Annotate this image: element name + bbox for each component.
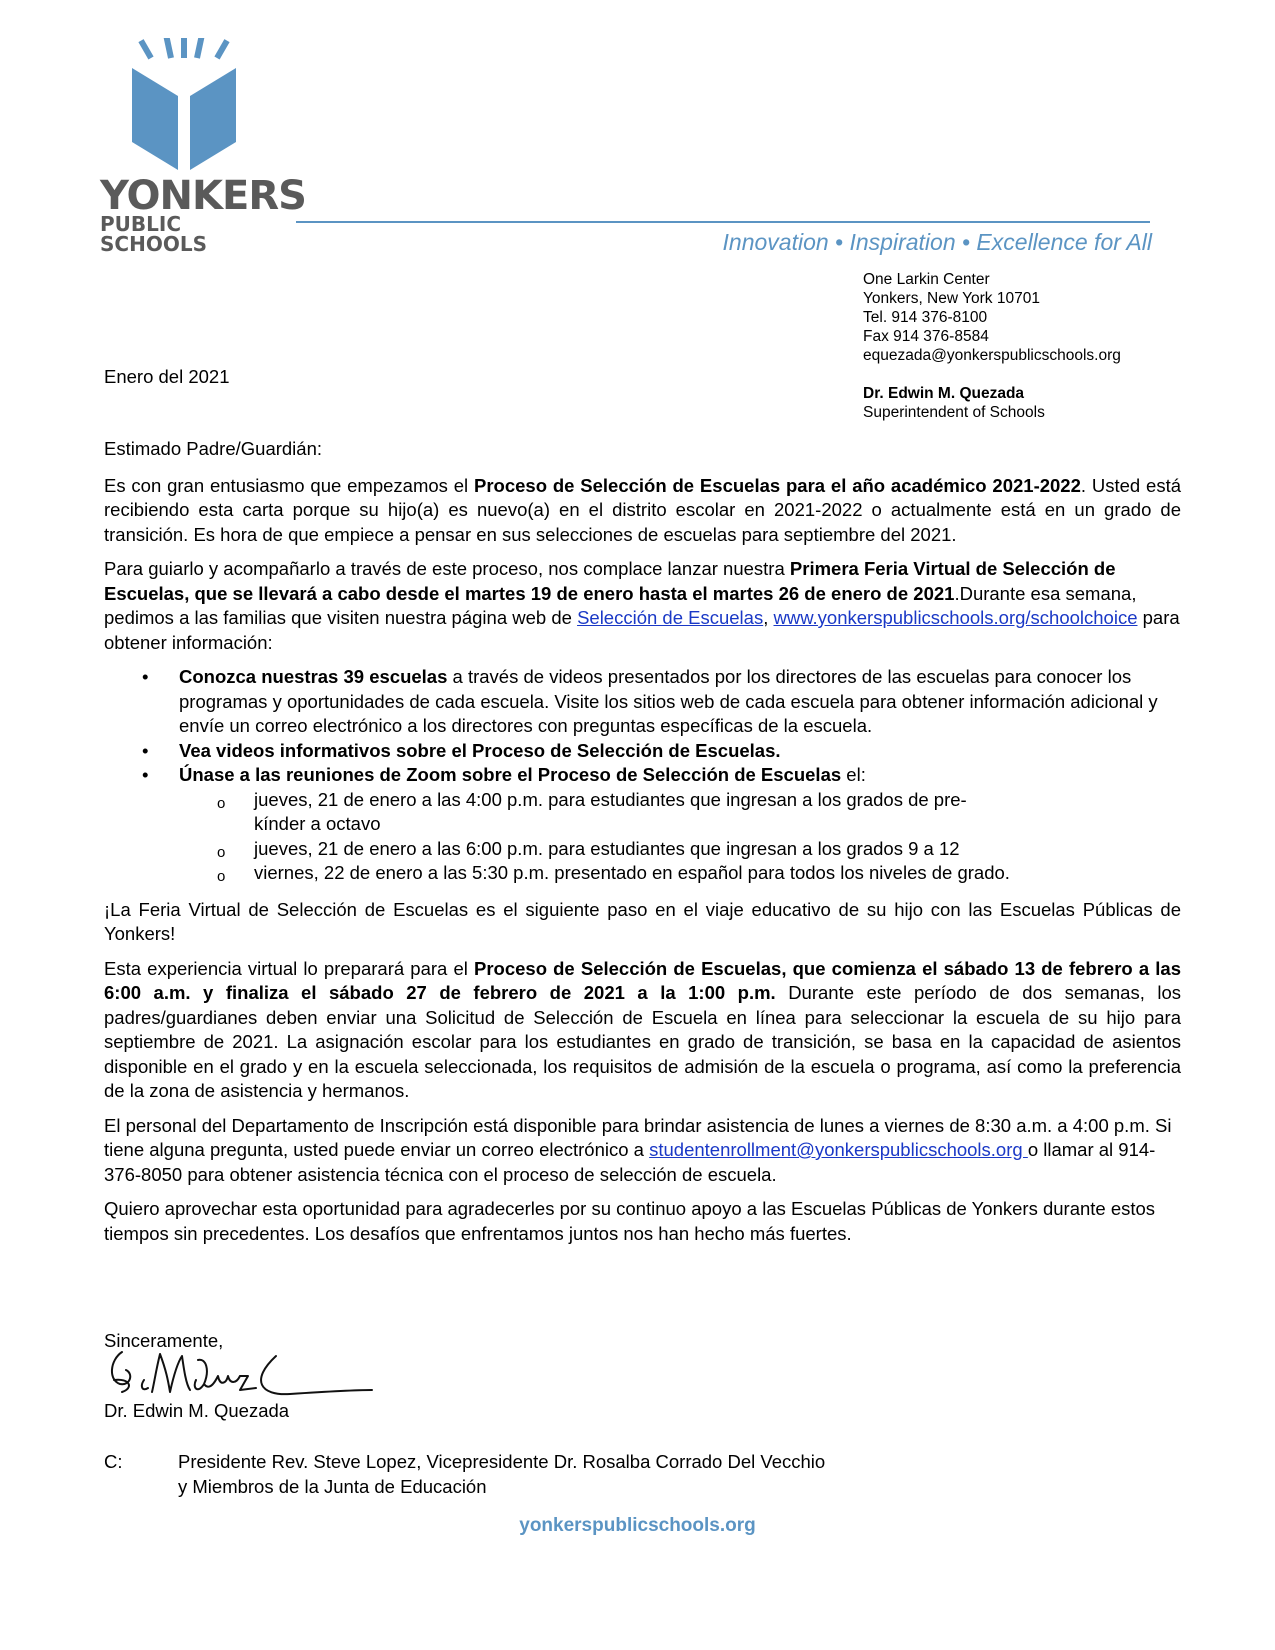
info-list bbox=[104, 665, 1181, 886]
paragraph-next-step: ¡La Feria Virtual de Selección de Escuelas es el siguiente paso en el viaje educativo de su hijo con las Escuelas Públicas de Yonkers! bbox=[104, 898, 1181, 944]
tagline: Innovation • Inspiration • Excellence for All bbox=[722, 229, 1152, 255]
letter-body bbox=[104, 437, 1181, 1256]
letter-date: Enero del 2021 bbox=[104, 366, 230, 387]
superintendent-title: Superintendent of Schools bbox=[863, 404, 1045, 421]
meeting-item: o jueves, 21 de enero a las 4:00 p.m. para estudiantes que ingresan a los grados de pre-kínder a octavo bbox=[217, 788, 967, 834]
logo-wordmark: YONKERS bbox=[100, 173, 306, 219]
fax-number: Fax 914 376-8584 bbox=[863, 328, 989, 345]
signer-name: Dr. Edwin M. Quezada bbox=[104, 1400, 290, 1421]
paragraph-contact: El personal del Departamento de Inscripción está disponible para brindar asistencia de lunes a viernes de 8:30 a.m. a 4:00 p.m. Si tiene alguna pregunta, usted puede enviar un correo electrónico a studentenrollment@yonkerspublicschools.org o llamar al 914-376-8050 para obtener asistencia técnica con el proceso de selección de escuela. bbox=[104, 1114, 1172, 1185]
paragraph-fair: Para guiarlo y acompañarlo a través de este proceso, nos complace lanzar nuestra Primera Feria Virtual de Selección de Escuelas, que se llevará a cabo desde el martes 19 de enero hasta el martes 26 de enero de 2021.Durante esa semana, pedimos a las familias que visiten nuestra página web de Selección de Escuelas, www.yonkerspublicschools.org/schoolchoice para obtener información: bbox=[104, 558, 1180, 653]
list-item: • Vea videos informativos sobre el Proceso de Selección de Escuelas. bbox=[142, 739, 781, 761]
salutation: Estimado Padre/Guardián: bbox=[104, 438, 323, 459]
logo-subtitle: PUBLIC SCHOOLS bbox=[100, 212, 207, 256]
meeting-item: o jueves, 21 de enero a las 6:00 p.m. para estudiantes que ingresan a los grados 9 a 12 bbox=[217, 837, 960, 861]
enrollment-email-link[interactable]: studentenrollment@yonkerspublicschools.org bbox=[649, 1139, 1028, 1160]
phone-number: Tel. 914 376-8100 bbox=[863, 309, 988, 326]
district-logo bbox=[100, 38, 306, 256]
cc-label: C: bbox=[104, 1451, 123, 1472]
address-line: One Larkin Center bbox=[863, 271, 990, 288]
footer-website: yonkerspublicschools.org bbox=[519, 1515, 756, 1536]
address-city: Yonkers, New York 10701 bbox=[863, 290, 1040, 307]
superintendent-name: Dr. Edwin M. Quezada bbox=[863, 385, 1025, 402]
email-address: equezada@yonkerspublicschools.org bbox=[863, 347, 1121, 364]
address-block bbox=[863, 270, 1121, 422]
header-divider bbox=[296, 221, 1150, 223]
school-choice-url-link[interactable]: www.yonkerspublicschools.org/schoolchoice bbox=[773, 607, 1138, 628]
school-choice-link[interactable]: Selección de Escuelas bbox=[577, 607, 764, 628]
book-icon bbox=[124, 38, 244, 170]
closing: Sinceramente, bbox=[104, 1330, 224, 1351]
paragraph-thanks: Quiero aprovechar esta oportunidad para agradecerles por su continuo apoyo a las Escuelas Públicas de Yonkers durante estos tiempos sin precedentes. Los desafíos que enfrentamos juntos nos han hecho más fuertes. bbox=[104, 1198, 1156, 1244]
list-item: • Conozca nuestras 39 escuelas a través de videos presentados por los directores de las escuelas para conocer los programas y oportunidades de cada escuela. Visite los sitios web de cada escuela para obtener información adicional y envíe un correo electrónico a los directores con preguntas específicas de la escuela. bbox=[142, 666, 1158, 736]
list-item: • Únase a las reuniones de Zoom sobre el Proceso de Selección de Escuelas el: o jueves, 21 de enero a las 4:00 p.m. para estudiantes que ingresan a los grados de pre-kínder a octavo o jueves, 21 de enero a las 6:00 p.m. para estudiantes que ingresan a los grados 9 a 12 o viernes, 22 de enero a las 5:30 p.m. presentado en español para todos los niveles de grado. bbox=[104, 763, 1181, 886]
meeting-item: o viernes, 22 de enero a las 5:30 p.m. presentado en español para todos los niveles de grado. bbox=[217, 862, 1010, 885]
zoom-meetings-list bbox=[179, 788, 1181, 886]
paragraph-process: Esta experiencia virtual lo preparará para el Proceso de Selección de Escuelas, que comienza el sábado 13 de febrero a las 6:00 a.m. y finaliza el sábado 27 de febrero de 2021 a la 1:00 p.m. Durante este período de dos semanas, los padres/guardianes deben enviar una Solicitud de Selección de Escuela en línea para seleccionar la escuela de su hijo para septiembre de 2021. La asignación escolar para los estudiantes en grado de transición, se basa en la capacidad de asientos disponible en el grado y en la escuela seleccionada, los requisitos de admisión de la escuela o programa, así como la preferencia de la zona de asistencia y hermanos. bbox=[104, 957, 1181, 1101]
cc-recipients: Presidente Rev. Steve Lopez, Vicepresidente Dr. Rosalba Corrado Del Vecchio y Miembros de la Junta de Educación bbox=[178, 1451, 826, 1497]
paragraph-intro: Es con gran entusiasmo que empezamos el Proceso de Selección de Escuelas para el año académico 2021-2022. Usted está recibiendo esta carta porque su hijo(a) es nuevo(a) en el distrito escolar en 2021-2022 o actualmente está en un grado de transición. Es hora de que empiece a pensar en sus selecciones de escuelas para septiembre del 2021. bbox=[104, 474, 1182, 545]
